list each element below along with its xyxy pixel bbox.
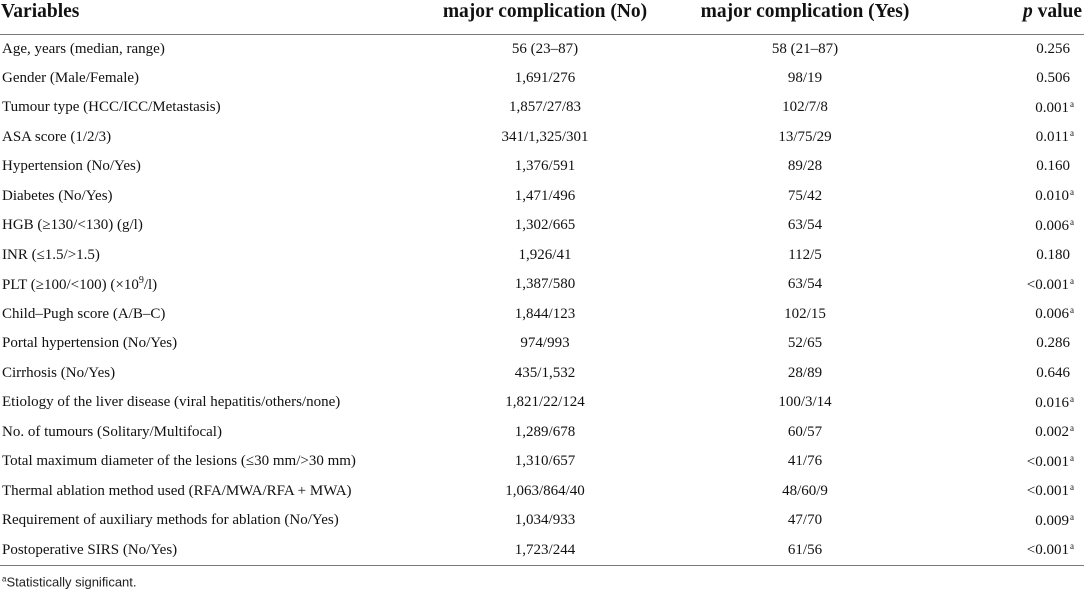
table-row <box>0 270 1084 300</box>
variable-label <box>0 388 420 418</box>
p-value-text: 0.006 <box>1035 217 1069 234</box>
p-value-text: 0.016 <box>1035 394 1069 411</box>
variable-label-text: Total maximum diameter of the lesions (≤30 mm/>30 mm) <box>2 453 356 470</box>
variable-label <box>0 64 420 94</box>
variable-label <box>0 182 420 212</box>
significance-marker: a <box>1070 393 1074 404</box>
value-complication-yes: 60/57 <box>787 423 823 440</box>
p-value-text: 0.506 <box>1036 69 1070 86</box>
table-row <box>0 300 1084 330</box>
value-complication-no: 974/993 <box>520 335 570 352</box>
variable-label <box>0 123 420 153</box>
header-p-rest: value <box>1032 1 1082 22</box>
significance-marker: a <box>1070 482 1074 493</box>
value-complication-yes: 47/70 <box>787 512 823 529</box>
table-row <box>0 418 1084 448</box>
variable-label <box>0 93 420 123</box>
p-value-text: 0.160 <box>1036 158 1070 175</box>
p-value-text: <0.001 <box>1026 483 1069 500</box>
p-value-text: 0.180 <box>1036 246 1070 263</box>
header-major-complication-yes: major complication (Yes) <box>700 1 910 22</box>
p-value <box>940 34 1084 64</box>
p-value-text: 0.009 <box>1035 512 1069 529</box>
table-row <box>0 123 1084 153</box>
value-complication-yes: 75/42 <box>787 187 823 204</box>
p-value-text: <0.001 <box>1026 453 1069 470</box>
variable-label-text: Thermal ablation method used (RFA/MWA/RFA + MWA) <box>2 482 352 499</box>
value-complication-no: 435/1,532 <box>514 364 576 381</box>
p-value <box>940 241 1084 271</box>
value-complication-no: 1,289/678 <box>514 423 576 440</box>
variable-label-text: Etiology of the liver disease (viral hepatitis/others/none) <box>2 394 341 411</box>
table-row <box>0 388 1084 418</box>
significance-marker: a <box>1070 452 1074 463</box>
table-row <box>0 182 1084 212</box>
p-value <box>940 477 1084 507</box>
variable-label-text: Child–Pugh score (A/B–C) <box>2 305 166 322</box>
variable-label-text: Portal hypertension (No/Yes) <box>2 335 178 352</box>
variable-label <box>0 359 420 389</box>
footnote-text: Statistically significant. <box>6 574 137 590</box>
variable-label-text: Gender (Male/Female) <box>2 69 140 86</box>
p-value <box>940 64 1084 94</box>
significance-marker: a <box>1070 98 1074 109</box>
variable-label <box>0 418 420 448</box>
value-complication-no: 1,691/276 <box>514 69 576 86</box>
p-value-text: <0.001 <box>1026 542 1069 558</box>
variable-label <box>0 536 420 566</box>
p-value <box>940 536 1084 566</box>
significance-marker: a <box>1070 511 1074 522</box>
value-complication-yes: 63/54 <box>787 217 823 234</box>
table-row <box>0 506 1084 536</box>
p-value <box>940 152 1084 182</box>
value-complication-no: 1,857/27/83 <box>508 99 582 116</box>
p-value <box>940 388 1084 418</box>
p-value <box>940 300 1084 330</box>
variable-label-text: HGB (≥130/<130) (g/l) <box>2 217 143 234</box>
value-complication-yes: 58 (21–87) <box>771 40 839 57</box>
value-complication-yes: 89/28 <box>787 158 823 175</box>
value-complication-no: 56 (23–87) <box>511 40 579 57</box>
table-row <box>0 241 1084 271</box>
value-complication-yes: 41/76 <box>787 453 823 470</box>
variable-label <box>0 447 420 477</box>
p-value-text: 0.646 <box>1036 364 1070 381</box>
p-value-text: 0.286 <box>1036 335 1070 352</box>
header-p-value <box>940 0 1084 34</box>
variable-label-text: Age, years (median, range) <box>2 40 165 57</box>
p-value <box>940 123 1084 153</box>
p-value-text: 0.001 <box>1035 99 1069 116</box>
value-complication-no: 1,471/496 <box>514 187 576 204</box>
variable-label-tail: /l) <box>143 277 158 294</box>
value-complication-no: 1,926/41 <box>518 246 572 263</box>
significance-marker: a <box>1070 305 1074 316</box>
value-complication-no: 1,310/657 <box>514 453 576 470</box>
value-complication-no: 1,844/123 <box>514 305 576 322</box>
header-row <box>0 0 1084 34</box>
p-value <box>940 418 1084 448</box>
p-value <box>940 211 1084 241</box>
value-complication-no: 1,387/580 <box>514 276 576 293</box>
footnote <box>2 576 137 589</box>
variable-label-text: INR (≤1.5/>1.5) <box>2 246 100 263</box>
p-value-text: 0.011 <box>1035 129 1069 146</box>
table-row <box>0 477 1084 507</box>
header-variables: Variables <box>1 1 80 22</box>
variable-label <box>0 152 420 182</box>
value-complication-no: 1,302/665 <box>514 217 576 234</box>
p-value-text: 0.010 <box>1035 188 1069 205</box>
variable-label <box>0 270 420 300</box>
table-row <box>0 536 1084 566</box>
p-value <box>940 93 1084 123</box>
value-complication-yes: 13/75/29 <box>778 128 832 145</box>
p-value <box>940 329 1084 359</box>
significance-marker: a <box>1070 128 1074 139</box>
value-complication-yes: 28/89 <box>787 364 823 381</box>
value-complication-yes: 98/19 <box>787 69 823 86</box>
variable-label-text: Cirrhosis (No/Yes) <box>2 364 116 381</box>
table-row <box>0 34 1084 64</box>
variable-label-text: Hypertension (No/Yes) <box>2 158 141 175</box>
value-complication-yes: 61/56 <box>787 541 823 558</box>
variable-label <box>0 506 420 536</box>
significance-marker: a <box>1070 275 1074 286</box>
variable-label-text: ASA score (1/2/3) <box>2 128 112 145</box>
value-complication-yes: 102/15 <box>784 305 826 322</box>
variable-label <box>0 300 420 330</box>
value-complication-yes: 52/65 <box>787 335 823 352</box>
p-value-text: 0.006 <box>1035 306 1069 323</box>
value-complication-yes: 112/5 <box>788 246 822 263</box>
p-value <box>940 506 1084 536</box>
significance-marker: a <box>1070 216 1074 227</box>
value-complication-no: 1,723/244 <box>514 541 576 558</box>
p-value <box>940 359 1084 389</box>
value-complication-no: 341/1,325/301 <box>501 128 589 145</box>
significance-marker: a <box>1070 187 1074 198</box>
footnote-marker: a <box>2 574 7 584</box>
value-complication-yes: 100/3/14 <box>778 394 832 411</box>
table-row <box>0 447 1084 477</box>
significance-marker: a <box>1070 541 1074 551</box>
value-complication-no: 1,063/864/40 <box>505 482 585 499</box>
variable-label <box>0 34 420 64</box>
header-p-letter: p <box>1022 1 1033 22</box>
table-row <box>0 152 1084 182</box>
significance-marker: a <box>1070 423 1074 434</box>
table-body <box>0 34 1084 565</box>
variable-label-text: PLT (≥100/<100) (×10 <box>2 277 139 294</box>
p-value-text: 0.002 <box>1035 424 1069 441</box>
value-complication-yes: 102/7/8 <box>782 99 828 116</box>
variable-label-text: Postoperative SIRS (No/Yes) <box>2 541 178 558</box>
p-value <box>940 270 1084 300</box>
variable-label-text: Tumour type (HCC/ICC/Metastasis) <box>2 99 221 116</box>
variable-label-text: Requirement of auxiliary methods for ablation (No/Yes) <box>2 512 339 529</box>
variable-label <box>0 211 420 241</box>
value-complication-yes: 48/60/9 <box>782 482 828 499</box>
table-row <box>0 93 1084 123</box>
value-complication-no: 1,376/591 <box>514 158 576 175</box>
variable-label <box>0 241 420 271</box>
table-row <box>0 329 1084 359</box>
p-value-text: 0.256 <box>1036 40 1070 57</box>
p-value <box>940 182 1084 212</box>
variable-label-superscript: 9 <box>138 275 144 287</box>
header-major-complication-no: major complication (No) <box>442 1 648 22</box>
p-value-text: <0.001 <box>1026 276 1069 293</box>
variable-label-text: No. of tumours (Solitary/Multifocal) <box>2 423 222 440</box>
variable-label <box>0 477 420 507</box>
table-row <box>0 211 1084 241</box>
p-value <box>940 447 1084 477</box>
variable-label-text: Diabetes (No/Yes) <box>2 187 113 204</box>
table-row <box>0 359 1084 389</box>
value-complication-yes: 63/54 <box>787 276 823 293</box>
value-complication-no: 1,034/933 <box>514 512 576 529</box>
table-header <box>0 0 1084 34</box>
variable-label <box>0 329 420 359</box>
table-row <box>0 64 1084 94</box>
value-complication-no: 1,821/22/124 <box>505 394 585 411</box>
